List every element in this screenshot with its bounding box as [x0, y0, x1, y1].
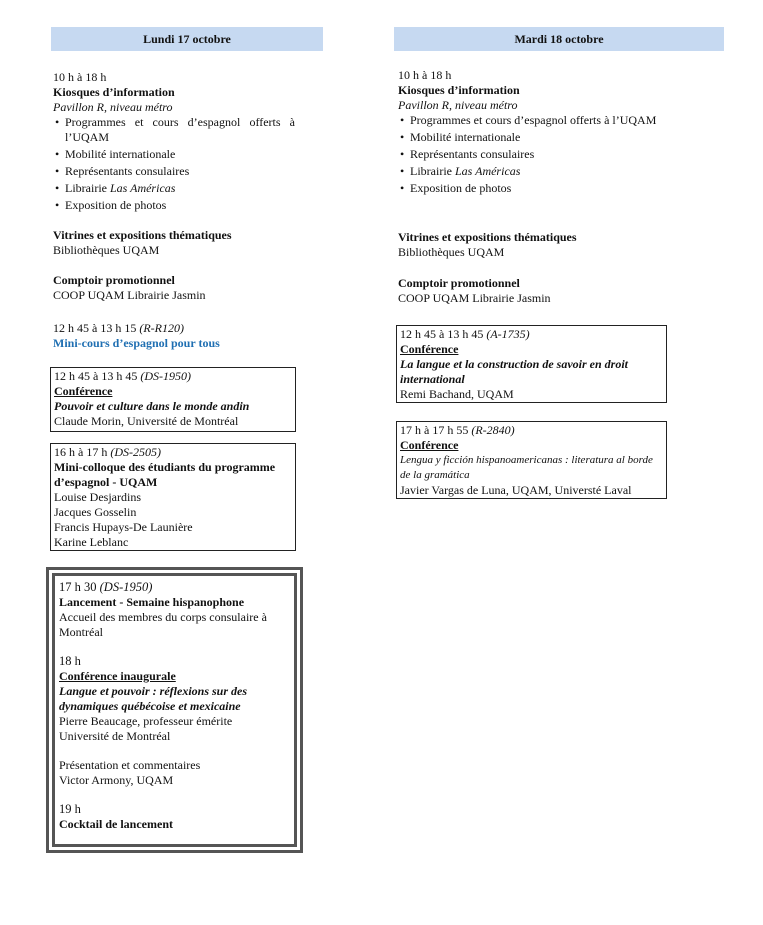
conf-title: La langue et la construction de savoir en droit international [400, 357, 629, 386]
comptoir-place: COOP UQAM Librairie Jasmin [398, 291, 551, 305]
comptoir-title: Comptoir promotionnel [53, 273, 175, 287]
list-item: • Représentants consulaires [53, 164, 295, 179]
colloque-title: Mini-colloque des étudiants du programme d’espagnol - UQAM [54, 460, 276, 489]
list-item: • Mobilité internationale [53, 147, 295, 162]
monday-colloque-box [50, 443, 296, 551]
minicours-room: (R-R120) [139, 321, 184, 335]
colloque-person: Jacques Gosselin [54, 505, 137, 519]
kiosk-place: Pavillon R, niveau métro [398, 98, 518, 112]
conf-title: Lengua y ficción hispanoamericanas : literatura al borde de la gramática [400, 454, 653, 481]
colloque-time: 16 h à 17 h [54, 445, 111, 459]
conf-time: 12 h 45 à 13 h 45 [400, 327, 487, 341]
vitrines-title: Vitrines et expositions thématiques [398, 230, 577, 244]
launch-title: Lancement - Semaine hispanophone [59, 595, 245, 609]
colloque-person: Louise Desjardins [54, 490, 141, 504]
conf-label: Conférence [400, 438, 459, 452]
monday-comptoir-section [53, 273, 303, 303]
kiosk-place: Pavillon R, niveau métro [53, 100, 173, 114]
monday-conference-box [50, 367, 296, 432]
list-item: • Exposition de photos [398, 181, 664, 196]
launch-box-inner [52, 573, 297, 847]
presentation-label: Présentation et commentaires [59, 758, 201, 772]
comptoir-title: Comptoir promotionnel [398, 276, 520, 290]
conf-room: (R-2840) [471, 423, 515, 437]
vitrines-place: Bibliothèques UQAM [398, 245, 505, 259]
kiosk-list [53, 115, 295, 213]
conf-time: 17 h à 17 h 55 [400, 423, 472, 437]
tuesday-conference-box [396, 325, 667, 403]
vitrines-title: Vitrines et expositions thématiques [53, 228, 232, 242]
tuesday-comptoir-section [398, 276, 698, 306]
launch-box [46, 567, 303, 853]
minicours-title: Mini-cours d’espagnol pour tous [53, 336, 220, 350]
conf-time: 12 h 45 à 13 h 45 [54, 369, 141, 383]
monday-minicours-section [53, 321, 303, 351]
tuesday-kiosk-section [398, 68, 664, 198]
tuesday-conference2-box [396, 421, 667, 499]
list-item: • Représentants consulaires [398, 147, 664, 162]
inaugural-label: Conférence inaugurale [59, 669, 176, 683]
conf-label: Conférence [54, 384, 113, 398]
monday-vitrines-section [53, 228, 303, 258]
conf-room: (A-1735) [486, 327, 530, 341]
conf-room: (DS-1950) [140, 369, 191, 383]
list-item: • Programmes et cours d’espagnol offerts à l’UQAM [398, 113, 664, 128]
kiosk-time: 10 h à 18 h [53, 70, 107, 84]
conf-speaker: Remi Bachand, UQAM [400, 387, 514, 401]
cocktail-title: Cocktail de lancement [59, 817, 173, 831]
presenter: Victor Armony, UQAM [59, 773, 174, 787]
comptoir-place: COOP UQAM Librairie Jasmin [53, 288, 206, 302]
launch-room: (DS-1950) [99, 580, 153, 594]
monday-header: Lundi 17 octobre [51, 27, 323, 51]
kiosk-list [398, 113, 664, 196]
tuesday-vitrines-section [398, 230, 698, 260]
list-item: • Programmes et cours d’espagnol offerts à l’UQAM [53, 115, 295, 145]
inaugural-speaker: Pierre Beaucage, professeur émérite [59, 714, 233, 728]
conf-title: Pouvoir et culture dans le monde andin [54, 399, 250, 413]
conf-speaker: Claude Morin, Université de Montréal [54, 414, 239, 428]
launch-time: 17 h 30 [59, 580, 100, 594]
colloque-person: Francis Hupays-De Launière [54, 520, 193, 534]
conf-label: Conférence [400, 342, 459, 356]
inaugural-title: Langue et pouvoir : réflexions sur des dynamiques québécoise et mexicaine [59, 684, 248, 713]
monday-kiosk-section [53, 70, 295, 215]
minicours-time: 12 h 45 à 13 h 15 [53, 321, 140, 335]
vitrines-place: Bibliothèques UQAM [53, 243, 160, 257]
list-item: • Librairie Las Américas [398, 164, 664, 179]
colloque-room: (DS-2505) [110, 445, 161, 459]
list-item: • Mobilité internationale [398, 130, 664, 145]
conf-speaker: Javier Vargas de Luna, UQAM, Universté Laval [400, 483, 632, 497]
inaugural-time: 18 h [59, 654, 81, 668]
colloque-person: Karine Leblanc [54, 535, 129, 549]
kiosk-title: Kiosques d’information [398, 83, 520, 97]
list-item: • Librairie Las Américas [53, 181, 295, 196]
kiosk-title: Kiosques d’information [53, 85, 175, 99]
list-item: • Exposition de photos [53, 198, 295, 213]
kiosk-time: 10 h à 18 h [398, 68, 452, 82]
launch-desc: Accueil des membres du corps consulaire à Montréal [59, 610, 267, 639]
cocktail-time: 19 h [59, 802, 81, 816]
tuesday-header: Mardi 18 octobre [394, 27, 724, 51]
inaugural-affiliation: Université de Montréal [59, 729, 171, 743]
